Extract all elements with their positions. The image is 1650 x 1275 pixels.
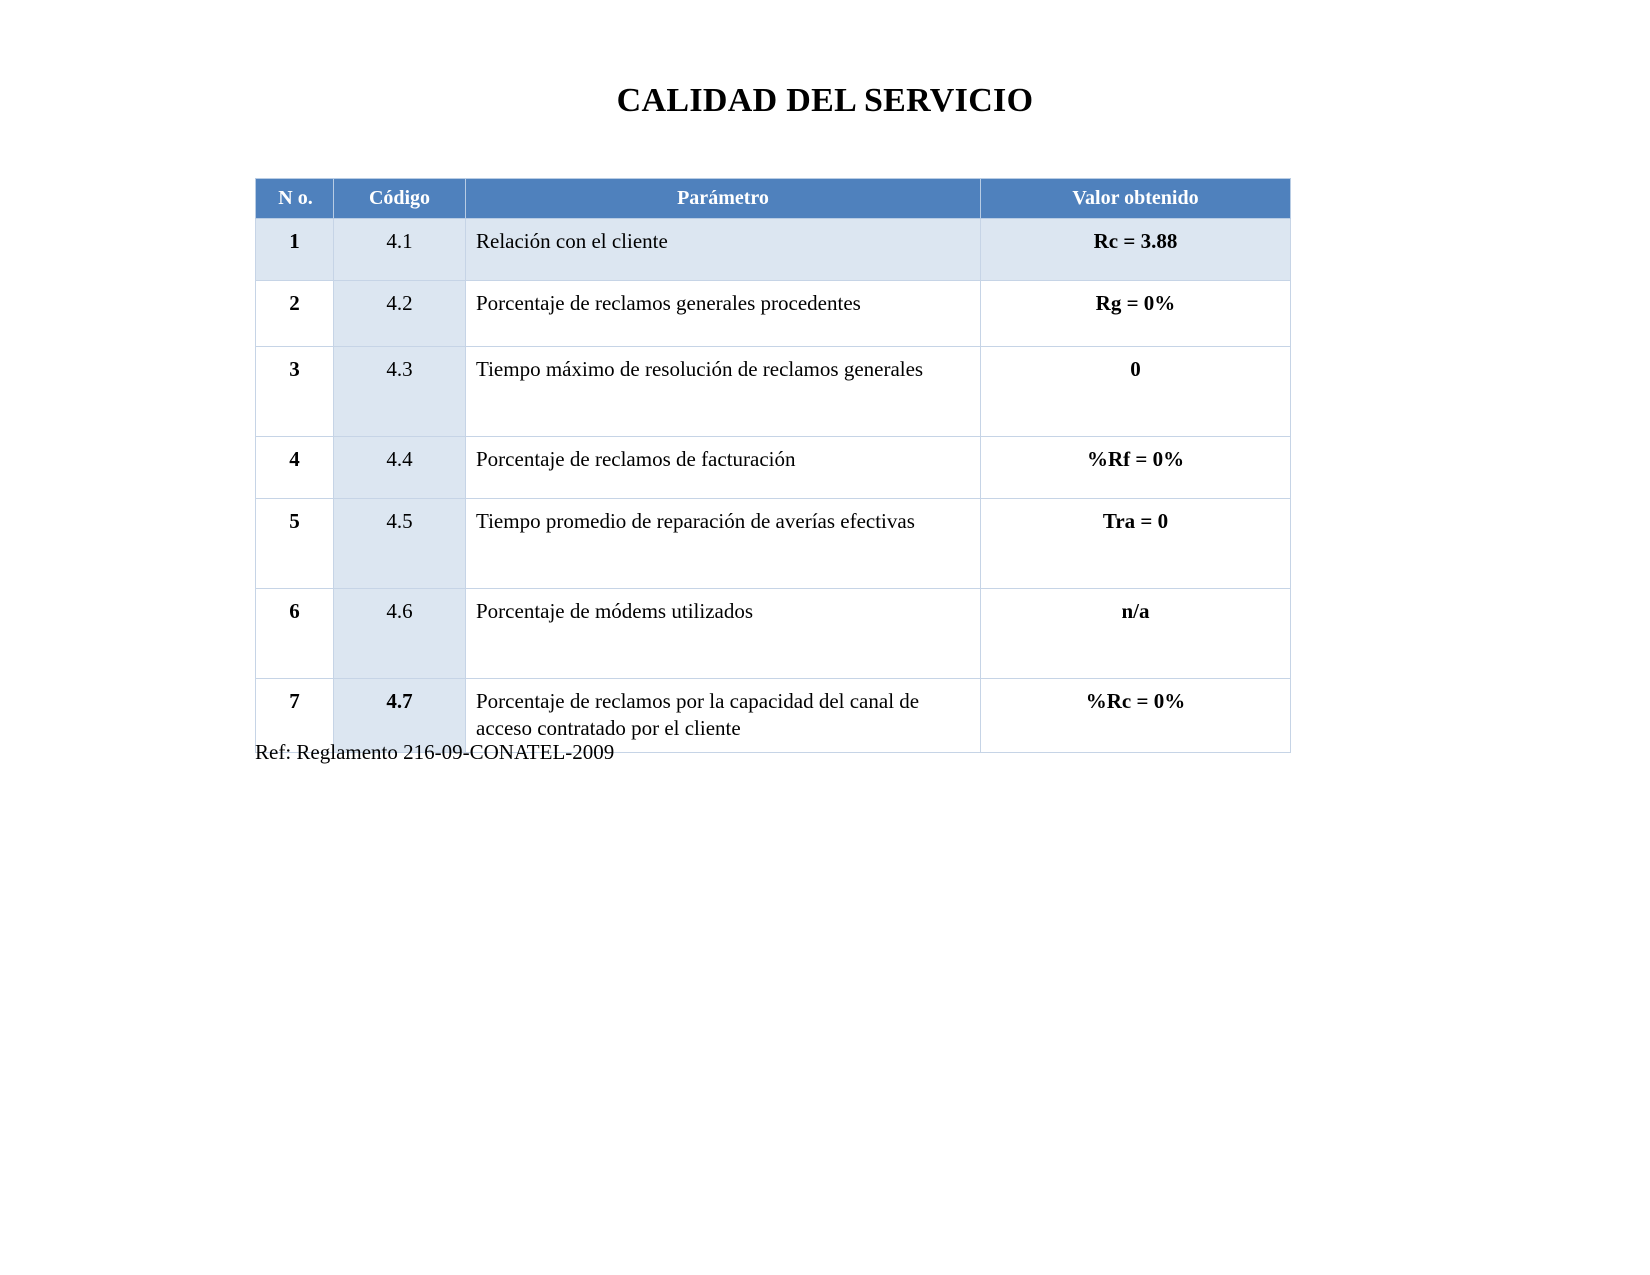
cell-valor: %Rc = 0% <box>981 679 1291 753</box>
cell-parametro: Tiempo promedio de reparación de averías efectivas <box>466 499 981 589</box>
table-row <box>256 347 1291 437</box>
cell-codigo: 4.2 <box>334 281 466 347</box>
table-body <box>256 219 1291 753</box>
cell-no: 3 <box>256 347 334 437</box>
column-header-no: N o. <box>256 179 334 219</box>
column-header-parametro: Parámetro <box>466 179 981 219</box>
page-title: CALIDAD DEL SERVICIO <box>616 82 1034 119</box>
table-row <box>256 589 1291 679</box>
cell-valor: Rg = 0% <box>981 281 1291 347</box>
table-row <box>256 281 1291 347</box>
table-row <box>256 499 1291 589</box>
table-header <box>256 179 1291 219</box>
cell-codigo: 4.1 <box>334 219 466 281</box>
cell-parametro: Porcentaje de módems utilizados <box>466 589 981 679</box>
cell-parametro: Tiempo máximo de resolución de reclamos generales <box>466 347 981 437</box>
cell-valor: Rc = 3.88 <box>981 219 1291 281</box>
cell-no: 6 <box>256 589 334 679</box>
cell-codigo: 4.5 <box>334 499 466 589</box>
column-header-codigo: Código <box>334 179 466 219</box>
cell-no: 4 <box>256 437 334 499</box>
cell-no: 5 <box>256 499 334 589</box>
table-row <box>256 437 1291 499</box>
cell-codigo: 4.3 <box>334 347 466 437</box>
cell-valor: 0 <box>981 347 1291 437</box>
cell-codigo: 4.7 <box>334 679 466 753</box>
table-row <box>256 219 1291 281</box>
cell-valor: Tra = 0 <box>981 499 1291 589</box>
quality-of-service-table-container <box>255 178 1290 753</box>
column-header-valor: Valor obtenido <box>981 179 1291 219</box>
cell-no: 7 <box>256 679 334 753</box>
cell-valor: %Rf = 0% <box>981 437 1291 499</box>
cell-no: 1 <box>256 219 334 281</box>
cell-codigo: 4.4 <box>334 437 466 499</box>
cell-valor: n/a <box>981 589 1291 679</box>
quality-of-service-table <box>255 178 1291 753</box>
cell-parametro: Porcentaje de reclamos por la capacidad del canal de acceso contratado por el cliente <box>466 679 981 753</box>
table-header-row <box>256 179 1291 219</box>
cell-codigo: 4.6 <box>334 589 466 679</box>
cell-no: 2 <box>256 281 334 347</box>
cell-parametro: Porcentaje de reclamos generales procedentes <box>466 281 981 347</box>
reference-note: Ref: Reglamento 216-09-CONATEL-2009 <box>255 740 615 764</box>
cell-parametro: Porcentaje de reclamos de facturación <box>466 437 981 499</box>
cell-parametro: Relación con el cliente <box>466 219 981 281</box>
